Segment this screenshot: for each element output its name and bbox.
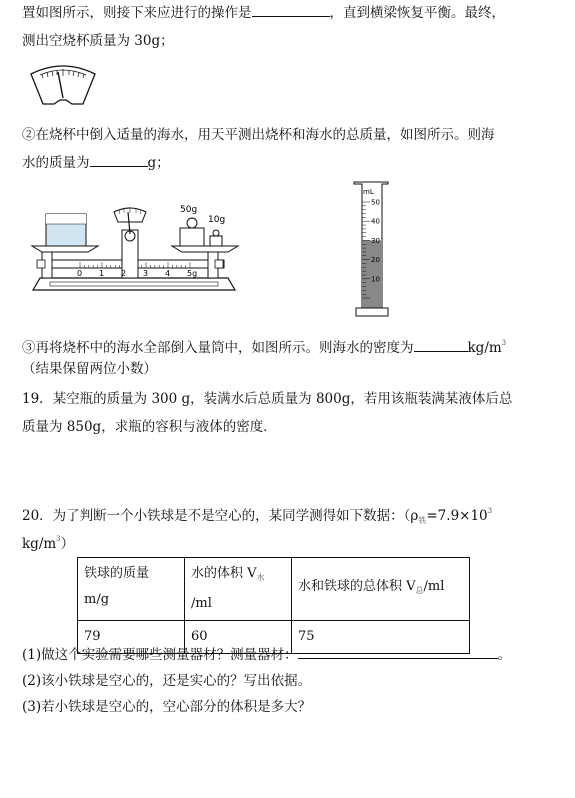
superscript: 3 [56, 535, 61, 543]
text-segment: 。 [497, 647, 512, 663]
text-segment: ③再将烧杯中的海水全部倒入量筒中，如图所示。则海水的密度为 [22, 340, 414, 356]
subscript: 水 [256, 573, 265, 582]
answer-blank [90, 154, 148, 167]
cylinder-label: 50 [371, 198, 380, 207]
answer-blank [414, 339, 468, 352]
text-segment: kg/m [467, 340, 502, 356]
subscript: 总 [415, 586, 424, 595]
table-header-cell [292, 558, 470, 621]
table-header-cell [185, 558, 292, 621]
question-line-1 [22, 4, 505, 22]
question-19-line-1: 19．某空瓶的质量为 300 g，装满水后总质量为 800g，若用该瓶装满某液体后总 [22, 391, 513, 407]
cylinder-label: 20 [371, 256, 380, 265]
cylinder-label: 40 [371, 217, 380, 226]
sub-question-3: (3)若小铁球是空心的，空心部分的体积是多大？ [22, 699, 312, 715]
answer-blank [252, 4, 330, 17]
data-table [77, 557, 470, 654]
header-unit: /ml [423, 579, 445, 594]
scale-label: 1 [99, 269, 105, 278]
text-segment: (1)做这个实验需要哪些测量器材？测量器材： [22, 647, 298, 663]
answer-blank [298, 646, 498, 659]
balance-pointer-figure [28, 62, 98, 108]
table-cell: 79 [78, 621, 185, 654]
text-segment: =7.9×10 [426, 508, 488, 524]
graduated-cylinder [352, 180, 392, 320]
superscript: 3 [487, 507, 493, 515]
cylinder-label: 30 [371, 236, 380, 245]
scale-label: 2 [121, 269, 127, 278]
scale-label: 0 [77, 269, 83, 278]
scale-label: 5g [187, 269, 198, 278]
question-20-line-1 [22, 502, 492, 530]
text-segment: ） [60, 536, 75, 552]
sub-question-2: (2)该小铁球是空心的，还是实心的？写出依据。 [22, 673, 312, 689]
scale-label: 3 [143, 269, 149, 278]
cylinder-label: 10 [371, 275, 380, 284]
text-segment: kg/m [22, 536, 57, 552]
question-20-line-2 [22, 530, 74, 553]
weight-label-50g: 50g [180, 205, 198, 215]
question-19-line-2: 质量为 850g，求瓶的容积与液体的密度． [22, 419, 277, 435]
header-text: 水的体积 V [191, 566, 257, 581]
question-part-2-line-1: ②在烧杯中倒入适量的海水，用天平测出烧杯和海水的总质量，如图所示。则海 [22, 127, 495, 143]
table-header-cell [78, 558, 185, 621]
cylinder-unit-label: mL [363, 188, 374, 196]
header-text: 铁球的质量 [84, 566, 150, 581]
text-segment: 20．为了判断一个小铁球是不是空心的，某同学测得如下数据：（ρ [22, 508, 419, 524]
header-text: 水和铁球的总体积 V [298, 579, 416, 594]
table-cell: 75 [292, 621, 470, 654]
superscript: 3 [501, 339, 507, 347]
question-part-3-line-2: （结果保留两位小数） [22, 361, 157, 377]
text-segment: ，直到横梁恢复平衡。最终， [329, 5, 505, 21]
header-unit: /ml [191, 596, 212, 611]
question-part-3-line-1 [22, 334, 506, 357]
sub-question-1 [22, 646, 511, 664]
subscript: 铁 [418, 516, 427, 525]
weight-label-10g: 10g [208, 215, 226, 225]
text-segment: 置如图所示，则接下来应进行的操作是 [22, 5, 252, 21]
question-part-2-line-2 [22, 154, 170, 172]
scale-label: 4 [165, 269, 171, 278]
text-segment: g； [147, 155, 170, 171]
text-segment: 水的质量为 [22, 155, 90, 171]
question-line-2: 测出空烧杯质量为 30g； [22, 33, 174, 49]
balance-figure [28, 190, 243, 308]
table-cell: 60 [185, 621, 292, 654]
header-unit: m/g [84, 592, 110, 607]
table-header-row [78, 558, 470, 621]
